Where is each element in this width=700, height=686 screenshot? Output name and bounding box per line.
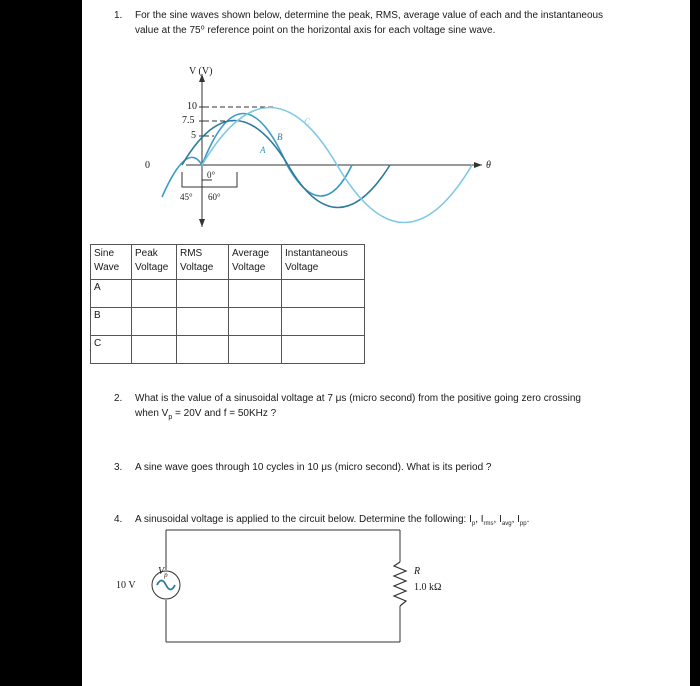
- source-label: $V_p$: [158, 566, 168, 579]
- table-cell[interactable]: [282, 308, 365, 336]
- y-tick-label-10: 10: [187, 101, 197, 112]
- table-cell[interactable]: [177, 336, 229, 364]
- source-value: 10 V: [116, 580, 136, 591]
- table-row-label: C: [91, 336, 132, 364]
- table-cell[interactable]: [132, 308, 177, 336]
- question-2: [114, 391, 614, 423]
- y-tick-label-7-5: 7.5: [182, 115, 195, 126]
- table-row: [91, 280, 365, 308]
- question-4-text: A sinusoidal voltage is applied to the circuit below. Determine the following: $I_p$, $I_{rms}$, $I_{avg}$, $I_{pp}$.: [135, 514, 530, 527]
- wave-label-b: B: [277, 132, 283, 142]
- question-2-number: 2.: [114, 393, 123, 404]
- bracket-45: [182, 172, 202, 187]
- y-tick-label-5: 5: [191, 130, 196, 141]
- sine-wave-graph: [142, 62, 562, 232]
- table-header-cell: Instantaneous Voltage: [282, 245, 365, 280]
- table-cell[interactable]: [177, 280, 229, 308]
- question-3-text: A sine wave goes through 10 cycles in 10 μs (micro second). What is its period ?: [135, 462, 492, 473]
- resistor-icon: [394, 562, 406, 606]
- question-3-number: 3.: [114, 462, 123, 473]
- table-cell[interactable]: [229, 280, 282, 308]
- question-1-text: For the sine waves shown below, determine the peak, RMS, average value of each and the instantaneous value at the 75⁰ reference point on the horizontal axis for each voltage sine wave.: [135, 10, 604, 36]
- table-cell[interactable]: [229, 308, 282, 336]
- table-header-cell: Average Voltage: [229, 245, 282, 280]
- question-4-number: 4.: [114, 514, 123, 525]
- table-cell[interactable]: [282, 280, 365, 308]
- question-2-text: What is the value of a sinusoidal voltage at 7 μs (micro second) from the positive going zero crossing when $V_p = 20V$ and f = 50KHz ?: [135, 393, 581, 421]
- phase-label-45: 45°: [180, 192, 193, 202]
- question-1-number: 1.: [114, 10, 123, 21]
- circuit-diagram: [152, 520, 412, 650]
- wave-a: [162, 114, 352, 198]
- resistor-label: R: [414, 566, 421, 577]
- phase-label-60: 60°: [208, 192, 221, 202]
- wave-label-c: C: [304, 117, 311, 127]
- table-row: [91, 308, 365, 336]
- table-header-cell: Sine Wave: [91, 245, 132, 280]
- table-header-cell: RMS Voltage: [177, 245, 229, 280]
- table-header-cell: Peak Voltage: [132, 245, 177, 280]
- x-axis-label: θ: [486, 160, 491, 171]
- y-axis-arrow-down: [199, 219, 205, 227]
- table-cell[interactable]: [282, 336, 365, 364]
- document-page: [82, 0, 690, 686]
- table-header-row: [91, 245, 365, 280]
- phase-label-0: 0°: [207, 170, 216, 180]
- origin-label: 0: [145, 160, 150, 171]
- table-row-label: A: [91, 280, 132, 308]
- y-axis-label: V (V): [189, 66, 213, 77]
- table-cell[interactable]: [229, 336, 282, 364]
- table-cell[interactable]: [132, 280, 177, 308]
- x-axis-arrow: [474, 162, 482, 168]
- table-row-label: B: [91, 308, 132, 336]
- table-cell[interactable]: [132, 336, 177, 364]
- table-row: [91, 336, 365, 364]
- table-cell[interactable]: [177, 308, 229, 336]
- resistor-value: 1.0 kΩ: [414, 582, 442, 593]
- wave-label-a: A: [260, 145, 266, 155]
- answer-table: [90, 244, 365, 364]
